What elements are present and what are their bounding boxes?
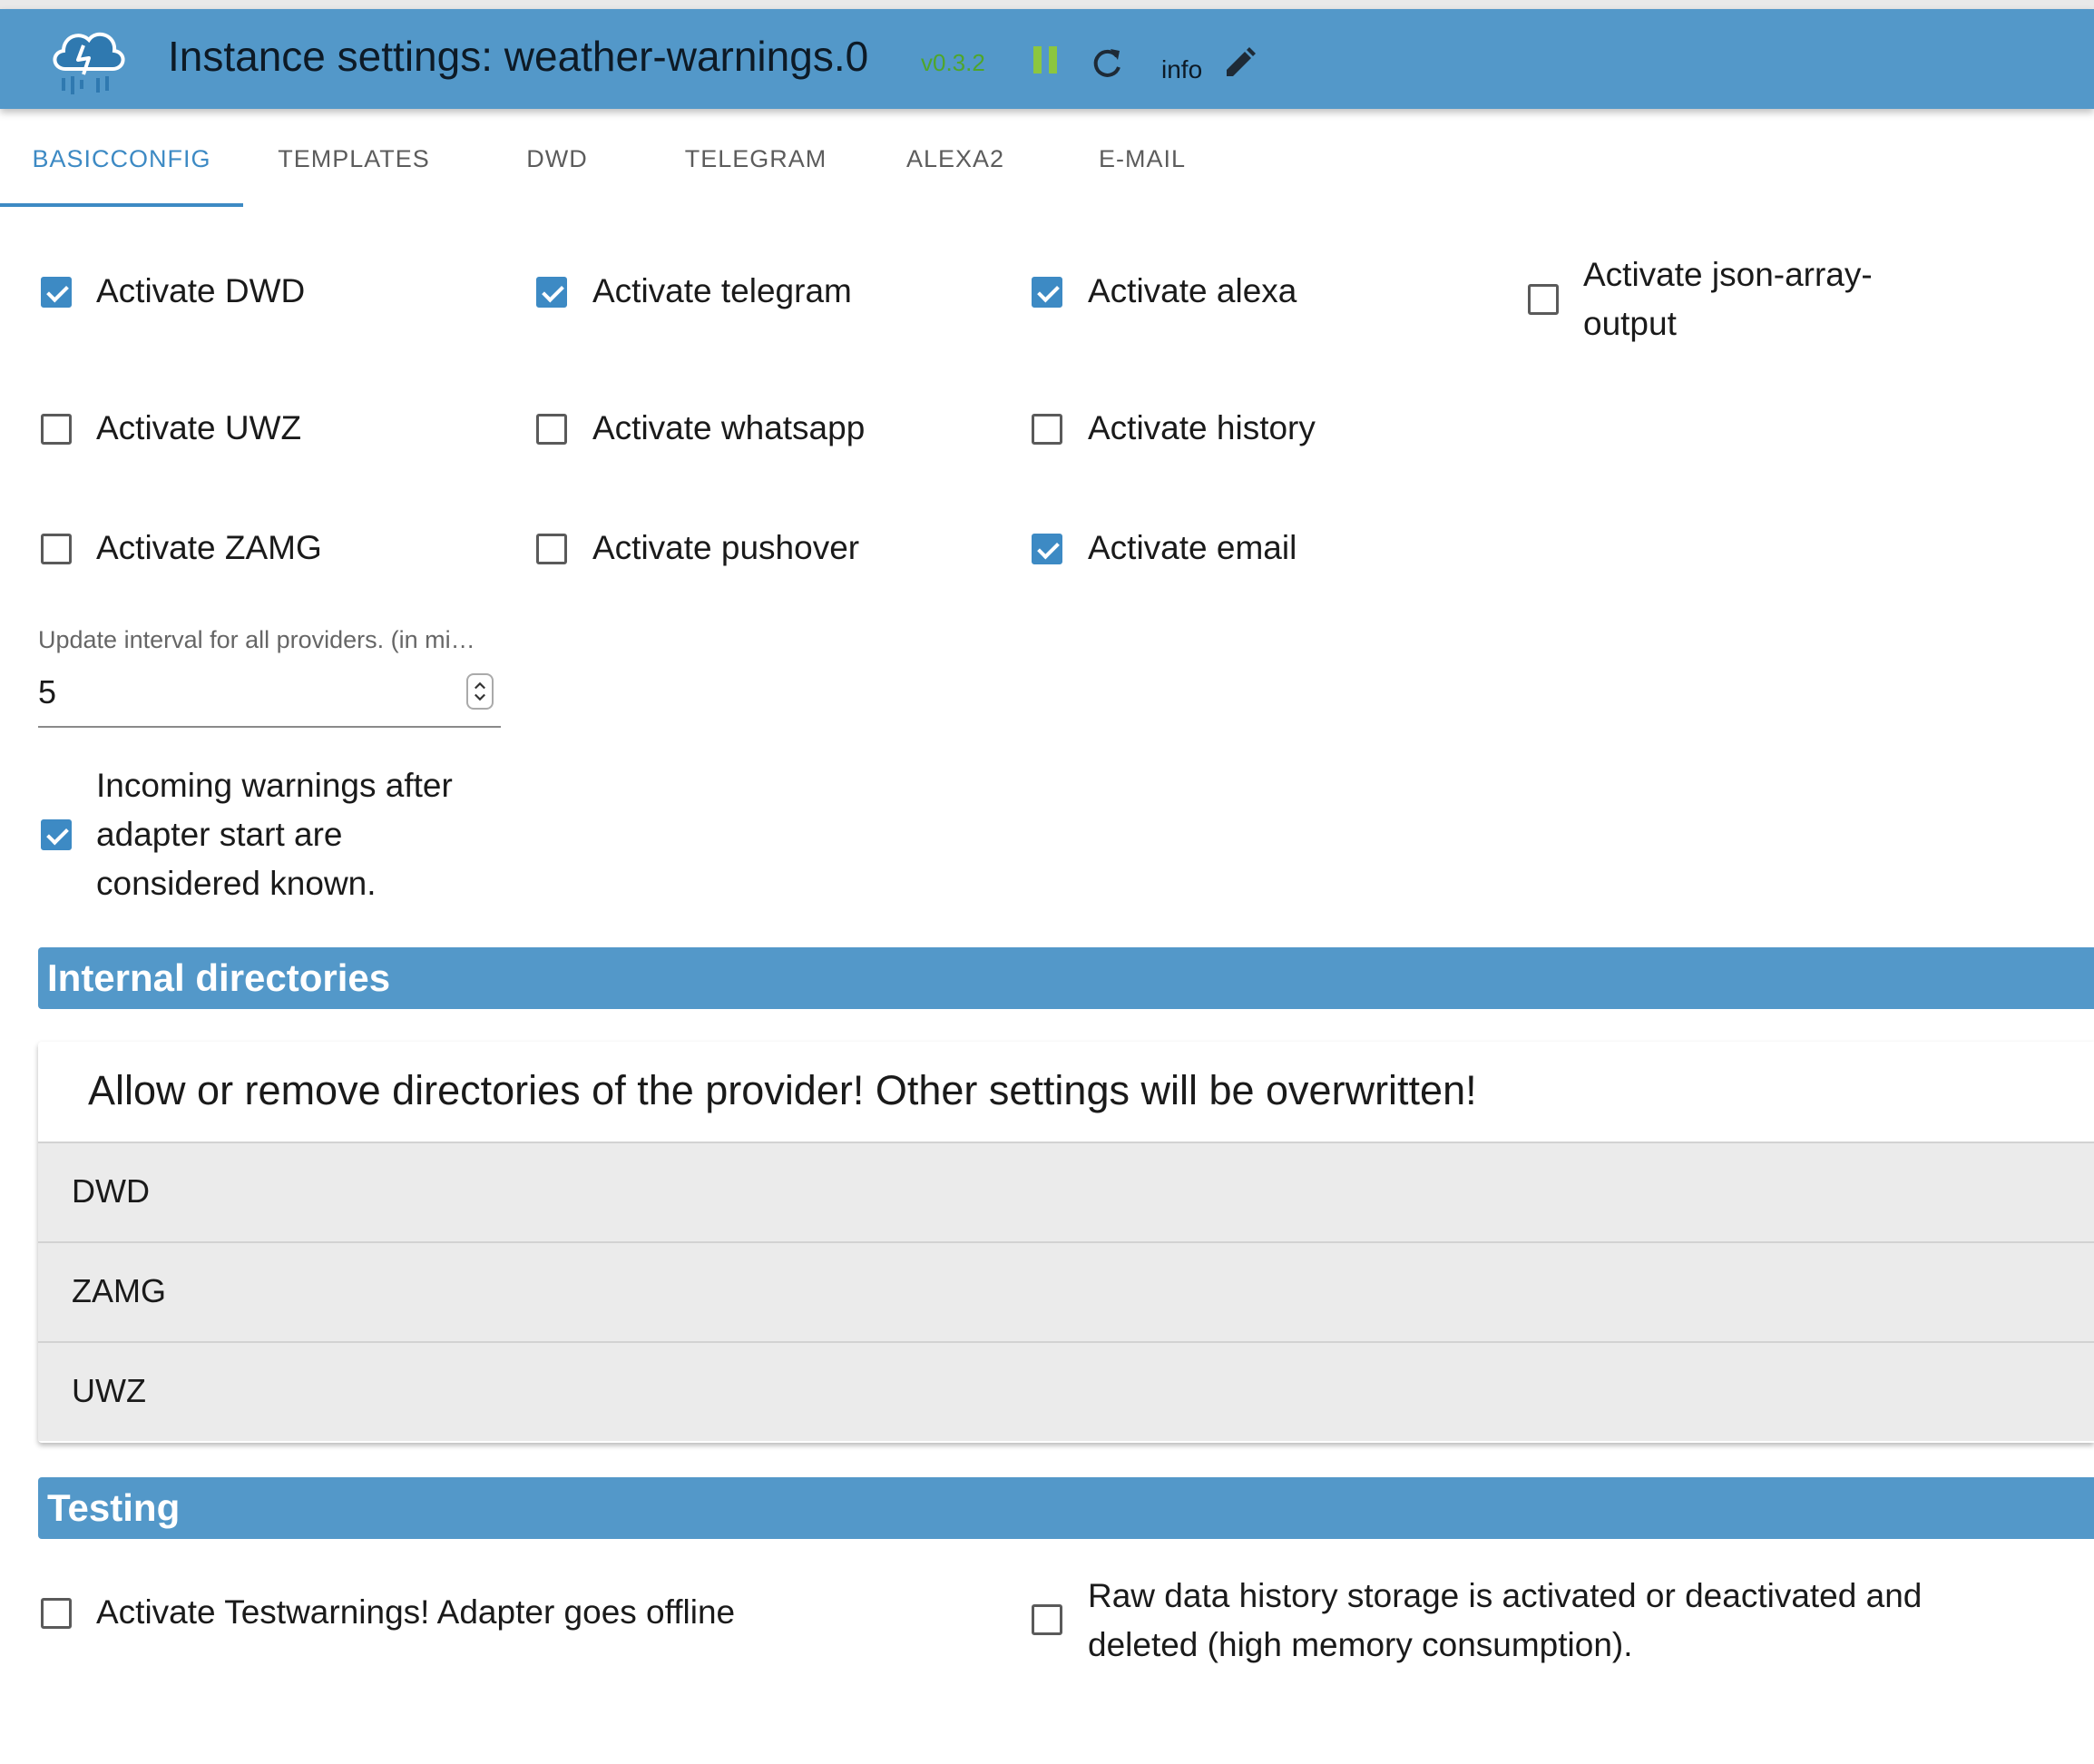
internal-directories-header [38, 947, 2094, 1009]
page-title: Instance settings: weather-warnings.0 [168, 33, 869, 80]
edit-icon[interactable] [1221, 45, 1257, 82]
alexa-checkbox[interactable] [1032, 277, 1062, 308]
history-checkbox[interactable] [1032, 414, 1062, 445]
testwarnings-checkbox[interactable] [41, 1598, 72, 1629]
json-array-label: Activate json-array-output [1583, 256, 1873, 342]
directory-row-zamg[interactable] [38, 1241, 2094, 1341]
directory-row-label: ZAMG [72, 1272, 166, 1309]
rawdata-history-label: Raw data history storage is activated or deactivated and deleted (high memory consumption). [1088, 1577, 1923, 1663]
tab-email[interactable]: E-MAIL [1098, 145, 1187, 172]
update-interval-label: Update interval for all providers. (in mi… [38, 626, 475, 653]
zamg-checkbox[interactable] [41, 534, 72, 564]
pause-icon[interactable] [1033, 46, 1057, 74]
active-tab-indicator [0, 203, 243, 207]
alexa-label: Activate alexa [1088, 272, 1297, 309]
pushover-label: Activate pushover [592, 529, 860, 566]
known-warnings-label: Incoming warnings after adapter start are considered known. [96, 767, 453, 902]
telegram-checkbox[interactable] [536, 277, 567, 308]
version-label: v0.3.2 [921, 49, 985, 76]
uwz-checkbox[interactable] [41, 414, 72, 445]
info-link[interactable]: info [1161, 55, 1203, 83]
tab-basicconfig[interactable]: BASICCONFIG [32, 145, 211, 172]
window-top-edge [0, 0, 2094, 9]
directory-row-dwd[interactable] [38, 1142, 2094, 1241]
update-interval-underline [38, 726, 501, 728]
tab-alexa2[interactable]: ALEXA2 [905, 145, 1005, 172]
telegram-label: Activate telegram [592, 272, 852, 309]
app-bar [0, 9, 2094, 109]
whatsapp-label: Activate whatsapp [592, 409, 866, 446]
dwd-checkbox[interactable] [41, 277, 72, 308]
known-warnings-checkbox[interactable] [41, 819, 72, 850]
testing-title: Testing [47, 1486, 181, 1529]
cloud-logo-icon [47, 22, 129, 98]
tab-dwd[interactable]: DWD [526, 145, 588, 172]
rawdata-history-checkbox[interactable] [1032, 1604, 1062, 1635]
directories-panel [38, 1042, 2094, 1443]
testing-header [38, 1477, 2094, 1539]
email-checkbox[interactable] [1032, 534, 1062, 564]
internal-directories-title: Internal directories [47, 956, 391, 999]
tab-bar [0, 127, 2094, 209]
number-stepper-icon[interactable] [466, 673, 494, 710]
pushover-checkbox[interactable] [536, 534, 567, 564]
reload-icon[interactable] [1089, 45, 1125, 82]
email-label: Activate email [1088, 529, 1297, 566]
tab-templates[interactable]: TEMPLATES [278, 145, 430, 172]
directory-row-uwz[interactable] [38, 1341, 2094, 1441]
uwz-label: Activate UWZ [96, 409, 302, 446]
directories-description: Allow or remove directories of the provider! Other settings will be overwritten! [88, 1067, 1477, 1113]
directory-row-label: DWD [72, 1172, 150, 1210]
dwd-label: Activate DWD [96, 272, 306, 309]
testwarnings-label: Activate Testwarnings! Adapter goes offline [96, 1593, 736, 1631]
whatsapp-checkbox[interactable] [536, 414, 567, 445]
history-label: Activate history [1088, 409, 1316, 446]
tab-telegram[interactable]: TELEGRAM [684, 145, 827, 172]
json-array-checkbox[interactable] [1528, 284, 1559, 315]
zamg-label: Activate ZAMG [96, 529, 322, 566]
directory-row-label: UWZ [72, 1372, 146, 1409]
update-interval-input[interactable]: 5 [38, 673, 57, 710]
